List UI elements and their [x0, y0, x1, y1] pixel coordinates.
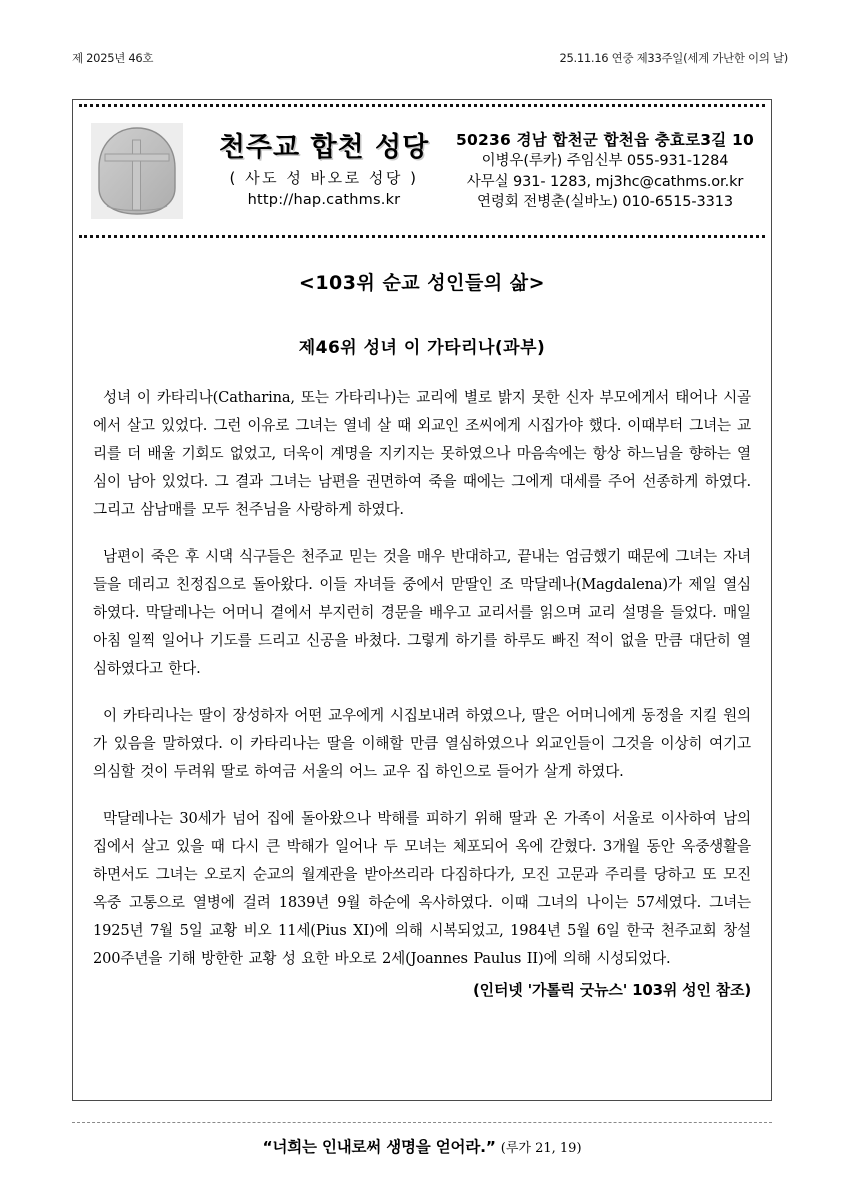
article-paragraph: 남편이 죽은 후 시댁 식구들은 천주교 믿는 것을 매우 반대하고, 끝내는 엄금했기 때문에 그녀는 자녀들을 데리고 친정집으로 돌아왔다. 이들 자녀들 중에서 맏딸인 조 막달레나(Magdalena)가 제일 열심하였다. 막달레나는 어머니 곁에서 부지런히 경문을 배우고 교리서를 읽으며 교리 설명을 들었다. 매일 아침 일찍 일어나 기도를 드리고 신공을 바쳤다. 그렇게 하기를 하루도 빠진 적이 없을 만큼 대단히 열심하였다고 한다.: [93, 548, 751, 678]
church-website[interactable]: http://hap.cathms.kr: [247, 191, 401, 208]
article: [73, 268, 771, 1000]
church-address: 50236 경남 합천군 합천읍 충효로3길 10: [456, 131, 754, 150]
masthead: [79, 104, 765, 238]
article-title: <103위 순교 성인들의 삶>: [298, 272, 546, 294]
church-name-block: [199, 133, 449, 209]
church-logo: [91, 123, 183, 219]
contact-block: [455, 129, 765, 213]
footer: [72, 1122, 772, 1157]
bulletin-frame: [72, 99, 772, 1101]
church-title: 천주교 합천 성당: [218, 131, 430, 163]
church-dome-cross-emblem-icon: [95, 126, 179, 216]
liturgical-date: 25.11.16 연중 제33주일(세계 가난한 이의 날): [559, 51, 788, 65]
issue-number: 제 2025년 46호: [72, 51, 154, 65]
footer-divider: [72, 1122, 772, 1123]
footer-quote-text: “너희는 인내로써 생명을 얻어라.”: [262, 1138, 496, 1156]
page-header: [72, 50, 788, 66]
article-paragraph: 막달레나는 30세가 넘어 집에 돌아왔으나 박해를 피하기 위해 딸과 온 가족이 서울로 이사하여 남의 집에서 살고 있을 때 다시 큰 박해가 일어나 두 모녀는 체포되어 옥에 갇혔다. 3개월 동안 옥중생활을 하면서도 그녀는 오로지 순교의 월계관을 받아쓰리라 다짐하다가, 모진 고문과 주리를 당하고 또 모진 옥중 고통으로 열병에 걸려 1839년 9월 하순에 옥사하였다. 이때 그녀의 나이는 57세였다. 그녀는 1925년 7월 5일 교황 비오 11세(Pius XI)에 의해 시복되었고, 1984년 5월 6일 한국 천주교회 창설 200주년을 기해 방한한 교황 성 요한 바오로 2세(Joannes Paulus II)에 의해 시성되었다.: [93, 810, 751, 968]
article-source-attribution: (인터넷 '가톨릭 굿뉴스' 103위 성인 참조): [473, 981, 751, 1000]
office-contact: 사무실 931- 1283, mj3hc@cathms.or.kr: [466, 173, 744, 190]
footer-scripture-reference: (루가 21, 19): [500, 1141, 582, 1156]
article-subtitle: 제46위 성녀 이 가타리나(과부): [298, 338, 546, 358]
article-paragraph: 성녀 이 카타리나(Catharina, 또는 가타리나)는 교리에 별로 밝지 못한 신자 부모에게서 태어나 시골에서 살고 있었다. 그런 이유로 그녀는 열네 살 때 외교인 조씨에게 시집가야 했다. 이때부터 그녀는 교리를 더 배울 기회도 없었고, 더욱이 계명을 지키지는 못하였으나 마음속에는 항상 하느님을 향하는 열심이 남아 있었다. 그 결과 그녀는 남편을 권면하여 죽을 때에는 그에게 대세를 주어 선종하게 하였다. 그리고 삼남매를 모두 천주님을 사랑하게 하였다.: [93, 389, 751, 519]
pastor-contact: 이병우(루카) 주임신부 055-931-1284: [481, 153, 729, 170]
footer-scripture: [72, 1135, 772, 1157]
article-paragraph: 이 카타리나는 딸이 장성하자 어떤 교우에게 시집보내려 하였으나, 딸은 어머니에게 동정을 지킬 원의가 있음을 말하였다. 이 카타리나는 딸을 이해할 만큼 열심하였으나 외교인들이 그것을 이상히 여기고 의심할 것이 두려워 딸로 하여금 서울의 어느 교우 집 하인으로 들어가 살게 하였다.: [93, 707, 751, 781]
article-body: [93, 384, 751, 973]
church-alt-name: ( 사도 성 바오로 성당 ): [229, 168, 419, 187]
yeongnyeonghoe-contact: 연령회 전병춘(실바노) 010-6515-3313: [477, 194, 733, 211]
